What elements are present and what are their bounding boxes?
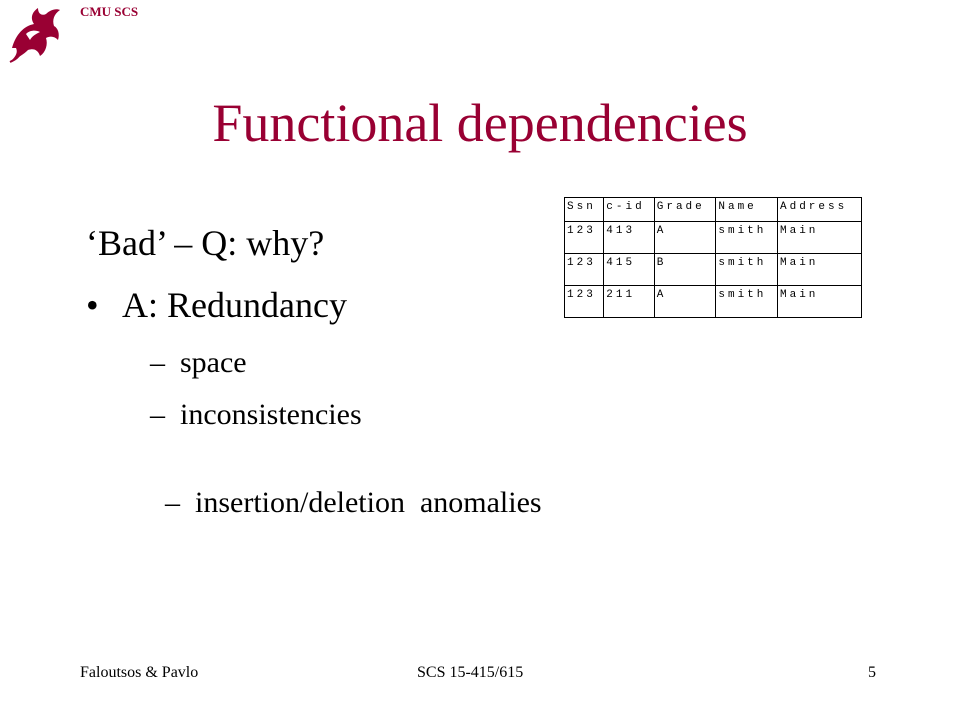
slide-title: Functional dependencies [212,93,748,153]
column-header: Name [716,198,778,222]
sub-item-label: inconsistencies [180,398,362,431]
footer-authors: Faloutsos & Pavlo [80,664,199,681]
table-row [565,222,862,254]
table-row [565,254,862,286]
column-header: c-id [604,198,654,222]
table-cell: Main [778,222,862,254]
table-cell: Main [778,254,862,286]
dragon-logo-icon [6,4,64,64]
dash-icon: – [165,486,180,519]
table-header-row [565,198,862,222]
table-cell: Main [778,286,862,318]
sub-item [150,346,247,380]
example-relation-table [564,197,862,318]
table-cell: B [654,254,716,286]
column-header: Address [778,198,862,222]
org-label: CMU SCS [80,4,139,19]
footer-course: SCS 15-415/615 [417,664,524,681]
sub-item [150,452,542,520]
column-header: Ssn [565,198,604,222]
dash-icon: – [150,346,165,379]
table-cell: 123 [565,254,604,286]
bullet-dot-icon: • [86,285,99,325]
bullet-label: A: Redundancy [122,285,347,325]
page-number: 5 [868,664,876,681]
table-cell: smith [716,254,778,286]
table-cell: 123 [565,286,604,318]
table-cell: 211 [604,286,654,318]
sub-item [150,398,362,432]
table-cell: A [654,222,716,254]
sub-item-label: space [180,346,247,379]
table-cell: smith [716,286,778,318]
table-cell: smith [716,222,778,254]
table-cell: A [654,286,716,318]
question-text: ‘Bad’ – Q: why? [86,223,325,263]
table-cell: 413 [604,222,654,254]
bullet-item [86,284,347,326]
table-cell: 415 [604,254,654,286]
table-cell: 123 [565,222,604,254]
column-header: Grade [654,198,716,222]
dash-icon: – [150,398,165,431]
sub-item-label: insertion/deletion anomalies [195,486,542,519]
table-row [565,286,862,318]
